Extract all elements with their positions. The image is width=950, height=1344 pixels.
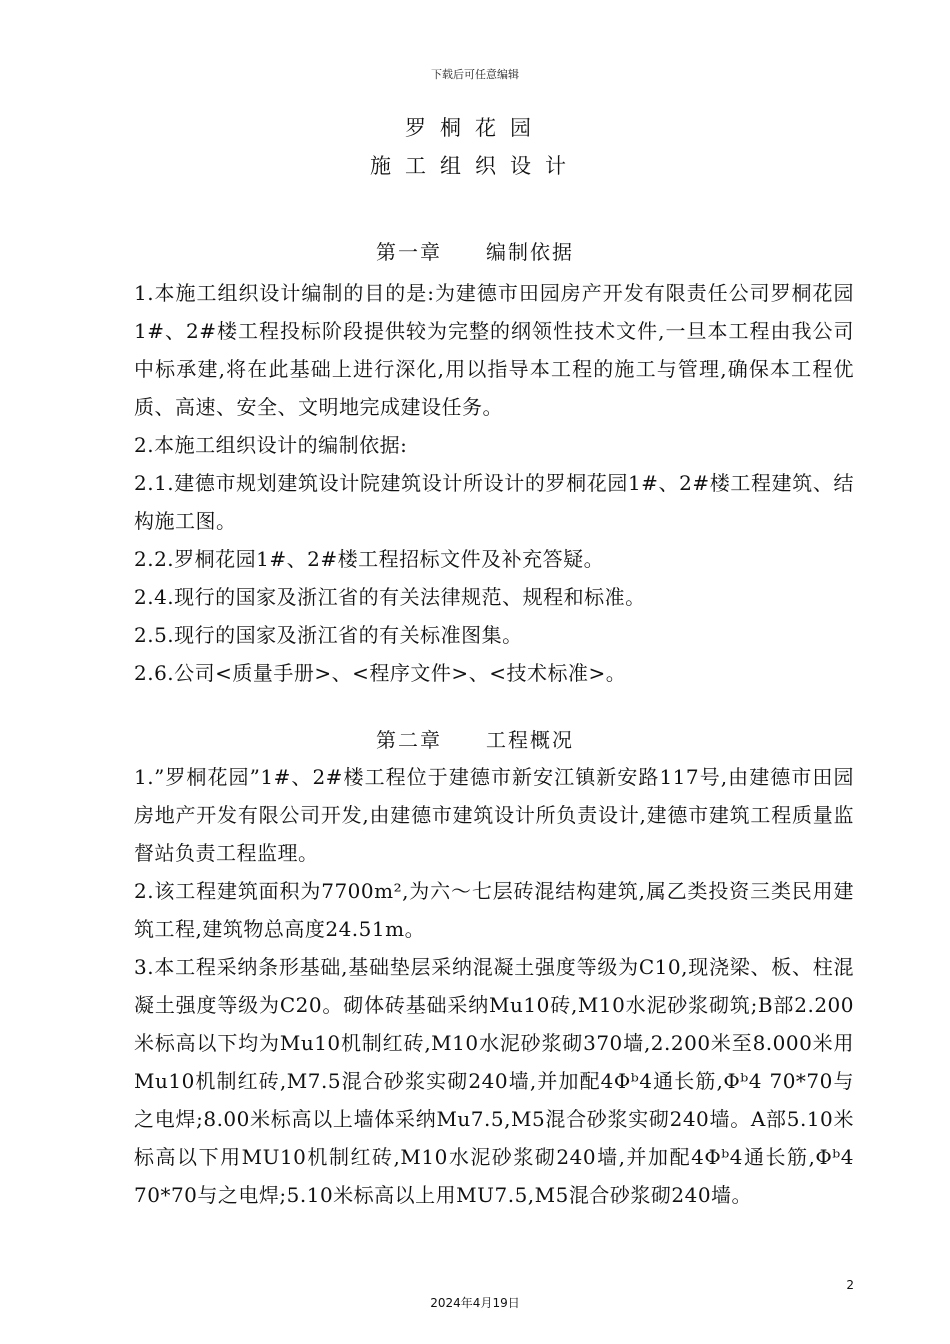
paragraph: 2.本施工组织设计的编制依据: [134, 433, 408, 457]
paragraph: 1.本施工组织设计编制的目的是:为建德市田园房产开发有限责任公司罗桐花园1#、2#楼工程投标阶段提供较为完整的纲领性技术文件,一旦本工程由我公司中标承建,将在此基础上进行深化,用以指导本工程的施工与管理,确保本工程优质、高速、安全、文明地完成建设任务。 [134, 281, 854, 419]
paragraph: 1.”罗桐花园”1#、2#楼工程位于建德市新安江镇新安路117号,由建德市田园房地产开发有限公司开发,由建德市建筑设计所负责设计,建德市建筑工程质量监督站负责工程监理。 [134, 765, 854, 865]
paragraph: 2.该工程建筑面积为7700m²,为六～七层砖混结构建筑,属乙类投资三类民用建筑工程,建筑物总高度24.51m。 [134, 879, 854, 941]
page-number: 2 [846, 1278, 854, 1292]
paragraph: 2.2.罗桐花园1#、2#楼工程招标文件及补充答疑。 [134, 547, 605, 571]
footer-date: 2024年4月19日 [430, 1296, 520, 1310]
header-note: 下载后可任意编辑 [431, 68, 519, 81]
chapter-1-heading: 第一章 编制依据 [376, 240, 574, 264]
document-title: 罗桐花园 [405, 116, 545, 140]
paragraph: 3.本工程采纳条形基础,基础垫层采纳混凝土强度等级为C10,现浇梁、板、柱混凝土强度等级为C20。砌体砖基础采纳Mu10砖,M10水泥砂浆砌筑;B部2.200米标高以下均为Mu10机制红砖,M10水泥砂浆砌370墙,2.200米至8.000米用Mu10机制红砖,M7.5混合砂浆实砌240墙,并加配4Φᵇ4通长筋,Φᵇ4 70*70与之电焊;8.00米标高以上墙体采纳Mu7.5,M5混合砂浆实砌240墙。A部5.10米标高以下用MU10机制红砖,M10水泥砂浆砌240墙,并加配4Φᵇ4通长筋,Φᵇ4 70*70与之电焊;5.10米标高以上用MU7.5,M5混合砂浆砌240墙。 [134, 955, 854, 1207]
paragraph: 2.1.建德市规划建筑设计院建筑设计所设计的罗桐花园1#、2#楼工程建筑、结构施工图。 [134, 471, 854, 533]
chapter-2-heading: 第二章 工程概况 [376, 728, 574, 752]
paragraph: 2.4.现行的国家及浙江省的有关法律规范、规程和标准。 [134, 585, 646, 609]
document-subtitle: 施工组织设计 [370, 154, 580, 178]
paragraph: 2.6.公司<质量手册>、<程序文件>、<技术标准>。 [134, 661, 627, 685]
paragraph: 2.5.现行的国家及浙江省的有关标准图集。 [134, 623, 523, 647]
